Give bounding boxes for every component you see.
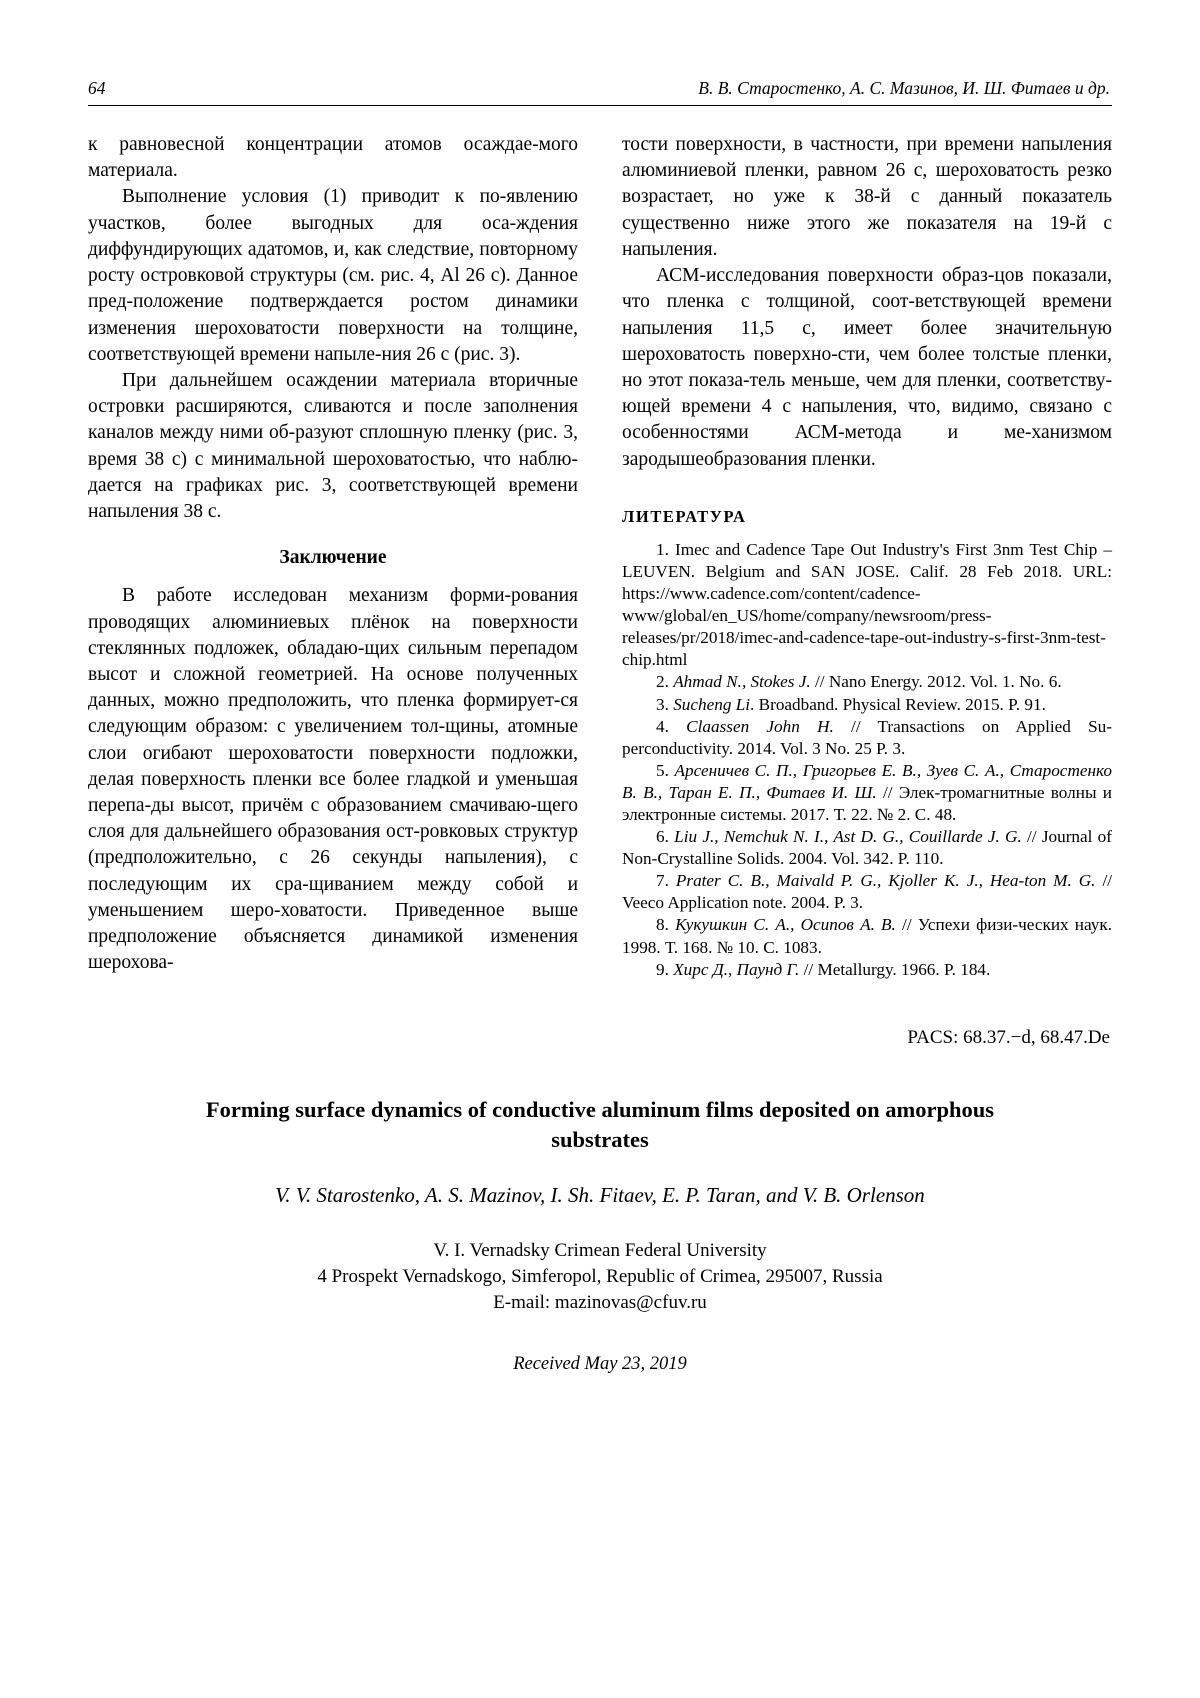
running-head-authors: В. В. Старостенко, А. С. Мазинов, И. Ш. Фитаев и др. [698,78,1110,98]
reference-item: 7. Prater C. B., Maivald P. G., Kjoller K. J., Hea-ton M. G. // Veeco Application note. 2004. P. 3. [622,871,1113,913]
reference-item: 1. Imec and Cadence Tape Out Industry's First 3nm Test Chip – LEUVEN. Belgium and SAN JOSE. Calif. 28 Feb 2018. URL: https://www.cadence.com/content/cadence-www/global/en_US/home/company/newsroom/press-releases/pr/2018/imec-and-cadence-tape-out-industry-s-first-3nm-test-chip.html [622,539,1112,670]
paragraph: Выполнение условия (1) приводит к по-явлению участков, более выгодных для оса-ждения диффундирующих адатомов, и, как следствие, повторному росту островковой структуры (см. рис. 4, Al 26 с). Данное пред-положение подтверждается ростом динамики изменения шероховатости поверхности на толщине, соответствующей времени напыле-ния 26 с (рис. 3). [88,186,578,365]
conclusion-heading: Заключение [279,547,387,569]
paragraph: тости поверхности, в частности, при времени напыления алюминиевой пленки, равном 26 с, шероховатость резко возрастает, но уже к 38-й с данный показатель существенно ниже этого же показателя на 19-й с напыления. [622,134,1112,260]
paragraph: При дальнейшем осаждении материала вторичные островки расширяются, сливаются и после заполнения каналов между ними об-разуют сплошную пленку (рис. 3, время 38 с) с минимальной шероховатостью, что наблю-дается на графиках рис. 3, соответствующей времени напыления 38 с. [88,369,578,523]
running-head [88,78,1112,106]
two-column-body [88,132,1112,981]
received-date: Received May 23, 2019 [513,1354,687,1375]
reference-item: 2. Ahmad N., Stokes J. // Nano Energy. 2012. Vol. 1. No. 6. [656,672,1062,692]
english-authors: V. V. Starostenko, A. S. Mazinov, I. Sh. Fitaev, E. P. Taran, and V. B. Orlenson [275,1182,925,1207]
affiliation [88,1238,1112,1317]
affiliation-email: E-mail: mazinovas@cfuv.ru [493,1292,707,1313]
reference-item: 3. Sucheng Li. Broadband. Physical Review. 2015. P. 91. [656,694,1046,714]
reference-item: 6. Liu J., Nemchuk N. I., Ast D. G., Couillarde J. G. // Journal of Non-Crystalline Solids. 2004. Vol. 342. P. 110. [622,827,1113,869]
paragraph: АСМ-исследования поверхности образ-цов показали, что пленка с толщиной, соот-ветствующей времени напыления 11,5 с, имеет более значительную шероховатость поверхно-сти, чем более толстые пленки, но этот показа-тель меньше, чем для пленки, соответству-ющей времени 4 с напыления, что, видимо, связано с особенностями АСМ-метода и ме-ханизмом зародышеобразования пленки. [622,265,1112,470]
references-heading: ЛИТЕРАТУРА [622,506,747,526]
english-summary-block [88,1095,1112,1376]
reference-item: 5. Арсеничев С. П., Григорьев Е. В., Зуев С. А., Старостенко В. В., Таран Е. П., Фитаев И. Ш. // Элек-тромагнитные волны и электронные системы. 2017. Т. 22. № 2. С. 48. [622,760,1112,824]
affiliation-address: 4 Prospekt Vernadskogo, Simferopol, Republic of Crimea, 295007, Russia [317,1265,883,1287]
reference-item: 4. Claassen John H. // Transactions on Applied Su-perconductivity. 2014. Vol. 3 No. 25 P. 3. [622,716,1112,758]
page-number: 64 [88,78,106,98]
paragraph: В работе исследован механизм форми-рования проводящих алюминиевых плёнок на поверхности стеклянных подложек, обладаю-щих сильным перепадом высот и сложной геометрией. На основе полученных данных, можно предположить, что пленка формирует-ся следующим образом: с увеличением тол-щины, атомные слои огибают шероховатости поверхности подложки, делая поверхность пленки все более гладкой и уменьшая перепа-ды высот, причём с образованием смачиваю-щего слоя для дальнейшего образования ост-ровковых структур (предположительно, с 26 секунды напыления), с последующим их сра-щиванием между собой и уменьшением шеро-ховатости. Приведенное выше предположение объясняется динамикой изменения шерохова- [88,585,578,974]
reference-item: 9. Хирс Д., Паунд Г. // Metallurgy. 1966. P. 184. [656,959,991,979]
reference-item: 8. Кукушкин С. А., Осипов А. В. // Успехи физи-ческих наук. 1998. Т. 168. № 10. С. 1083. [622,915,1112,957]
left-column [88,132,578,981]
right-column [622,132,1112,981]
page-content [88,78,1112,1375]
pacs-line: PACS: 68.37.−d, 68.47.De [907,1026,1110,1048]
paragraph: к равновесной концентрации атомов осаждае-мого материала. [88,134,578,182]
english-title: Forming surface dynamics of conductive aluminum films deposited on amorphous substrates [205,1096,995,1152]
affiliation-university: V. I. Vernadsky Crimean Federal University [433,1239,767,1261]
